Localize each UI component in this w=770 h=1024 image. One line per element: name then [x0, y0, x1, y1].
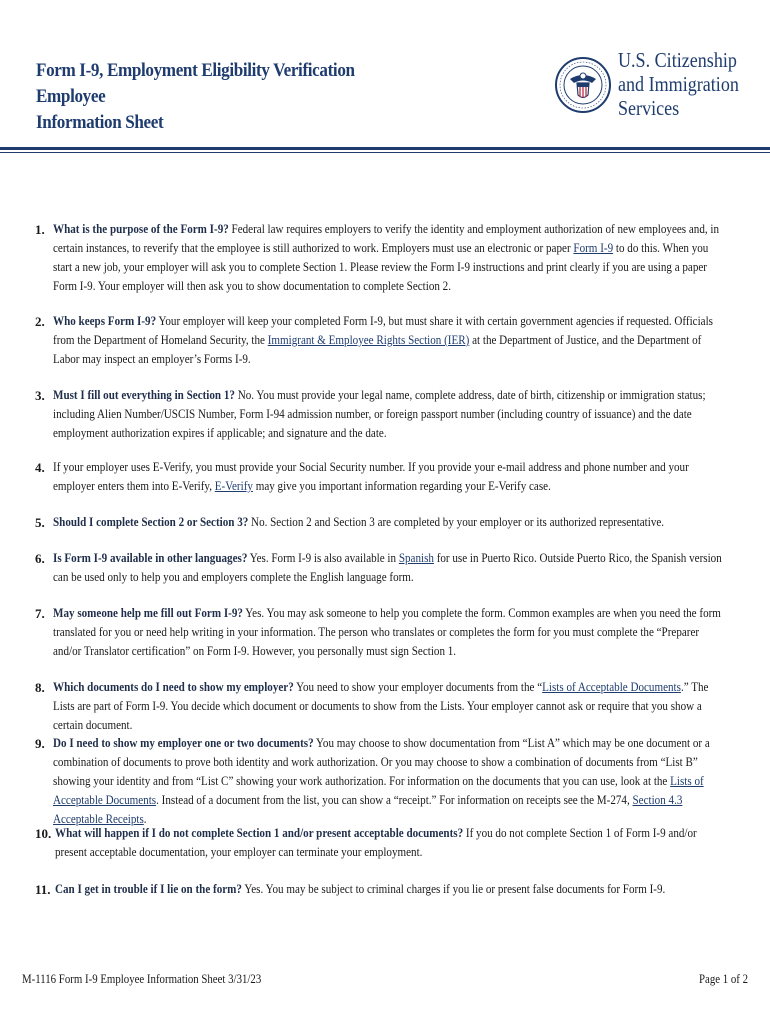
item-question: May someone help me fill out Form I-9? [53, 606, 243, 620]
item-answer-cont: .” The Lists are part of Form I-9. You decide which document or documents to show from the Lists. Your employer cannot ask or require that you show a certain document. [53, 680, 709, 732]
ier-link[interactable]: Immigrant & Employee Rights Section (IER) [267, 333, 470, 347]
item-body [53, 513, 722, 532]
header-rule [0, 147, 770, 150]
item-number: 7. [35, 606, 45, 621]
item-body [53, 604, 722, 661]
agency-line-2: and Immigration [618, 72, 739, 96]
item-answer-cont: . [156, 793, 159, 807]
item-body [53, 220, 722, 296]
item-question: What will happen if I do not complete Section 1 and/or present acceptable documents? [55, 826, 464, 840]
e-verify-link[interactable]: E-Verify [214, 479, 253, 493]
item-body [55, 880, 724, 899]
item-number: 2. [35, 314, 45, 329]
item-answer: Yes. You may be subject to criminal charges if you lie or present false documents for Form I-9. [241, 882, 666, 896]
item-number: 6. [35, 551, 45, 566]
item-answer: If your employer uses E-Verify, you must provide your Social Security number. If you provide your e-mail address and phone number and your employer enters them into E-Verify, [53, 460, 689, 493]
header-rule-thin [0, 152, 770, 153]
footer-form-id: M-1116 Form I-9 Employee Information Sheet 3/31/23 [22, 972, 262, 986]
item-question: Must I fill out everything in Section 1? [53, 388, 235, 402]
item-question: Which documents do I need to show my employer? [53, 680, 294, 694]
form-i9-link[interactable]: Form I-9 [573, 241, 614, 255]
item-answer: If you do not complete Section 1 of Form I-9 and/or present acceptable documentation, your employer can terminate your employment. [55, 826, 697, 859]
agency-line-3: Services [618, 96, 680, 120]
item-answer: Yes. Form I-9 is also available in [247, 551, 399, 565]
item-number: 3. [35, 388, 45, 403]
agency-line-1: U.S. Citizenship [618, 48, 737, 72]
item-number: 1. [35, 222, 45, 237]
item-body [53, 734, 722, 829]
item-answer: Yes. You may ask someone to help you complete the form. Common examples are when you need the form translated for you or need help writing in your information. The person who translates or completes the form for you must complete the “Preparer and/or Translator certification” on Form I-9. However, you personally must sign Section 1. [53, 606, 721, 658]
item-number: 11. [35, 882, 51, 897]
item-body [53, 312, 722, 369]
acceptable-documents-link-2[interactable]: Lists of Acceptable Documents [53, 774, 704, 807]
item-question: Should I complete Section 2 or Section 3? [53, 515, 249, 529]
item-answer: You may choose to show documentation from “List A” which may be one document or a combination of documents to prove both identity and work authorization. Or you may choose to show a combination of documents from “List B” showing your identity and from “List C” showing your work authorization. For information on the documents that you can use, look at the [53, 736, 710, 788]
item-number: 4. [35, 460, 45, 475]
item-answer-cont-2: Instead of a document from the list, you can show a “receipt.” For information on receipts see the M-274, [158, 793, 633, 807]
item-body [53, 549, 722, 587]
spanish-link[interactable]: Spanish [398, 551, 434, 565]
item-number: 9. [35, 736, 45, 751]
item-number: 8. [35, 680, 45, 695]
item-number: 10. [35, 826, 52, 841]
item-body [53, 678, 722, 735]
item-question: Can I get in trouble if I lie on the form? [55, 882, 242, 896]
item-answer-cont: for use in Puerto Rico. Outside Puerto Rico, the Spanish version can be used only to help you and employers complete the English language form. [53, 551, 722, 584]
item-answer: Federal law requires employers to verify the identity and employment authorization of new employees and, in certain instances, to reverify that the employee is still authorized to work. Employers must use an electronic or paper [53, 222, 720, 255]
item-body [53, 458, 722, 496]
item-answer: Your employer will keep your completed Form I-9, but must share it with certain government agencies if requested. Officials from the Department of Homeland Security, the [53, 314, 713, 347]
page-header [0, 0, 770, 150]
item-answer: No. Section 2 and Section 3 are completed by your employer or its authorized representative. [248, 515, 665, 529]
item-question: Who keeps Form I-9? [53, 314, 157, 328]
item-answer-cont: may give you important information regarding your E-Verify case. [252, 479, 551, 493]
agency-name [618, 48, 747, 120]
item-body [53, 386, 722, 443]
title-line-1: Form I-9, Employment Eligibility Verification Employee [36, 60, 355, 107]
item-answer-cont: to do this. When you start a new job, your employer will ask you to complete Section 1. Please review the Form I-9 instructions and print clearly if you are using a paper Form I-9. Your employer will then ask you to show documentation to complete Section 2. [53, 241, 709, 293]
title-line-2: Information Sheet [36, 112, 164, 133]
item-number: 5. [35, 515, 45, 530]
item-answer: No. You must provide your legal name, complete address, date of birth, citizenship or immigration status; including Alien Number/USCIS Number, Form I-94 admission number, or foreign passport number (including country of issuance) and the date employment authorization expires if applicable; and signature and the date. [53, 388, 706, 440]
page-title [36, 58, 396, 136]
item-answer: You need to show your employer documents from the “ [293, 680, 543, 694]
acceptable-documents-link[interactable]: Lists of Acceptable Documents [542, 680, 681, 694]
footer-page-number: Page 1 of 2 [698, 972, 748, 986]
item-body [55, 824, 724, 862]
acceptable-receipts-link[interactable]: Section 4.3 Acceptable Receipts [53, 793, 683, 826]
dhs-seal-icon [554, 43, 612, 127]
item-question: Do I need to show my employer one or two documents? [53, 736, 314, 750]
item-question: What is the purpose of the Form I-9? [53, 222, 229, 236]
item-answer-cont: at the Department of Justice, and the Department of Labor may inspect an employer’s Forms I-9. [53, 333, 702, 366]
item-question: Is Form I-9 available in other languages? [53, 551, 248, 565]
item-answer-end: . [143, 812, 147, 826]
